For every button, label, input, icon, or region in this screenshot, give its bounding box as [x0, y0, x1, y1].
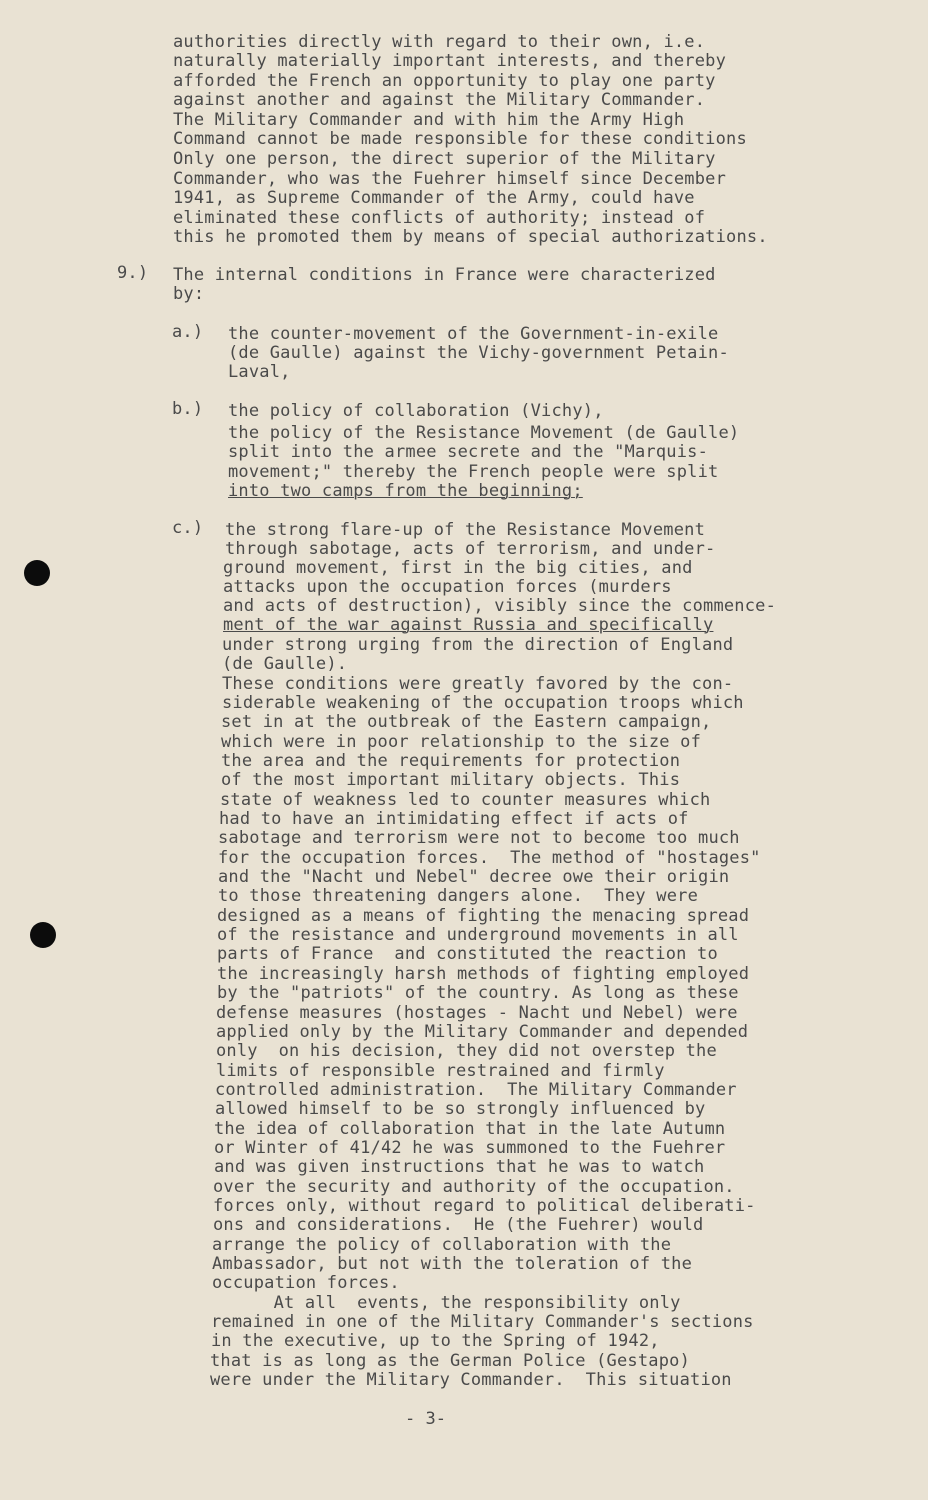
text-line: that is as long as the German Police (Gestapo) — [210, 1351, 691, 1371]
text-line: Ambassador, but not with the toleration of the — [212, 1254, 693, 1274]
text-line: the strong flare-up of the Resistance Movement — [225, 520, 706, 540]
text-line-underlined: ment of the war against Russia and specifically — [223, 615, 714, 635]
text-line: for the occupation forces. The method of "hostages" — [218, 848, 761, 868]
text-line: The Military Commander and with him the Army High — [173, 110, 685, 130]
text-line: through sabotage, acts of terrorism, and under- — [225, 539, 716, 559]
text-line: of the most important military objects. This — [221, 770, 681, 790]
text-line: Only one person, the direct superior of the Military — [173, 149, 716, 169]
text-line: state of weakness led to counter measures which — [220, 790, 711, 810]
text-line: allowed himself to be so strongly influenced by — [215, 1099, 706, 1119]
text-line: were under the Military Commander. This situation — [210, 1370, 732, 1390]
text-line: parts of France and constituted the reaction to — [217, 944, 718, 964]
text-line: limits of responsible restrained and firmly — [216, 1061, 665, 1081]
text-line: had to have an intimidating effect if acts of — [219, 809, 689, 829]
text-line: 1941, as Supreme Commander of the Army, could have — [173, 188, 695, 208]
text-line-underlined: into two camps from the beginning; — [228, 481, 583, 501]
text-line: afforded the French an opportunity to play one party — [173, 71, 716, 91]
text-line: designed as a means of fighting the menacing spread — [217, 906, 750, 926]
text-line: forces only, without regard to political deliberati- — [213, 1196, 756, 1216]
text-line: sabotage and terrorism were not to become too much — [218, 828, 740, 848]
item-a-label: a.) — [172, 322, 204, 342]
text-line: naturally materially important interests, and thereby — [173, 51, 727, 71]
text-line: the policy of collaboration (Vichy), — [228, 401, 604, 421]
text-line: ons and considerations. He (the Fuehrer) would — [213, 1215, 704, 1235]
item-c-label: c.) — [172, 518, 204, 538]
text-line: occupation forces. — [212, 1273, 400, 1293]
text-line: which were in poor relationship to the size of — [221, 732, 702, 752]
text-line: this he promoted them by means of special authorizations. — [173, 227, 768, 247]
text-line: split into the armee secrete and the "Marquis- — [228, 442, 709, 462]
text-line: Laval, — [228, 362, 291, 382]
text-line: remained in one of the Military Commander's sections — [211, 1312, 754, 1332]
text-line: against another and against the Military Commander. — [173, 90, 706, 110]
page-number: - 3- — [405, 1409, 446, 1429]
text-line: siderable weakening of the occupation troops which — [222, 693, 744, 713]
text-line: of the resistance and underground movements in all — [217, 925, 739, 945]
text-line: applied only by the Military Commander and depended — [216, 1022, 749, 1042]
text-line: attacks upon the occupation forces (murders — [223, 577, 672, 597]
text-line: only on his decision, they did not overstep the — [216, 1041, 717, 1061]
text-line: the idea of collaboration that in the late Autumn — [214, 1119, 726, 1139]
text-line: (de Gaulle). — [222, 654, 348, 674]
text-line: ground movement, first in the big cities, and — [223, 558, 693, 578]
text-line: or Winter of 41/42 he was summoned to the Fuehrer — [214, 1138, 726, 1158]
text-line: and was given instructions that he was to watch — [214, 1157, 705, 1177]
text-line: (de Gaulle) against the Vichy-government Petain- — [228, 343, 729, 363]
text-line: arrange the policy of collaboration with the — [212, 1235, 672, 1255]
text-line: under strong urging from the direction of England — [222, 635, 734, 655]
text-line: to those threatening dangers alone. They were — [218, 886, 699, 906]
text-line: Command cannot be made responsible for these conditions — [173, 129, 747, 149]
text-line: These conditions were greatly favored by the con- — [222, 674, 734, 694]
item-b-label: b.) — [172, 399, 204, 419]
text-line: set in at the outbreak of the Eastern campaign, — [221, 712, 712, 732]
text-line: authorities directly with regard to their own, i.e. — [173, 32, 706, 52]
text-line: by: — [173, 284, 205, 304]
text-line: controlled administration. The Military Commander — [215, 1080, 737, 1100]
text-line: and acts of destruction), visibly since the commence- — [223, 596, 777, 616]
text-line: over the security and authority of the occupation. — [213, 1177, 735, 1197]
text-line: the policy of the Resistance Movement (de Gaulle) — [228, 423, 740, 443]
text-line: the counter-movement of the Government-in-exile — [228, 324, 719, 344]
text-line: the area and the requirements for protection — [221, 751, 681, 771]
binder-hole-bottom — [30, 922, 56, 948]
text-line: movement;" thereby the French people were split — [228, 462, 719, 482]
text-line: Commander, who was the Fuehrer himself since December — [173, 169, 727, 189]
text-line: eliminated these conflicts of authority; instead of — [173, 208, 706, 228]
text-line: and the "Nacht und Nebel" decree owe their origin — [218, 867, 730, 887]
text-line: by the "patriots" of the country. As long as these — [217, 983, 739, 1003]
text-line: defense measures (hostages - Nacht und Nebel) were — [216, 1003, 738, 1023]
text-line: in the executive, up to the Spring of 1942, — [211, 1331, 660, 1351]
binder-hole-top — [24, 560, 50, 586]
text-line: At all events, the responsibility only — [211, 1293, 681, 1313]
item-9-number: 9.) — [117, 263, 149, 283]
text-line: the increasingly harsh methods of fighting employed — [217, 964, 750, 984]
text-line: The internal conditions in France were characterized — [173, 265, 716, 285]
